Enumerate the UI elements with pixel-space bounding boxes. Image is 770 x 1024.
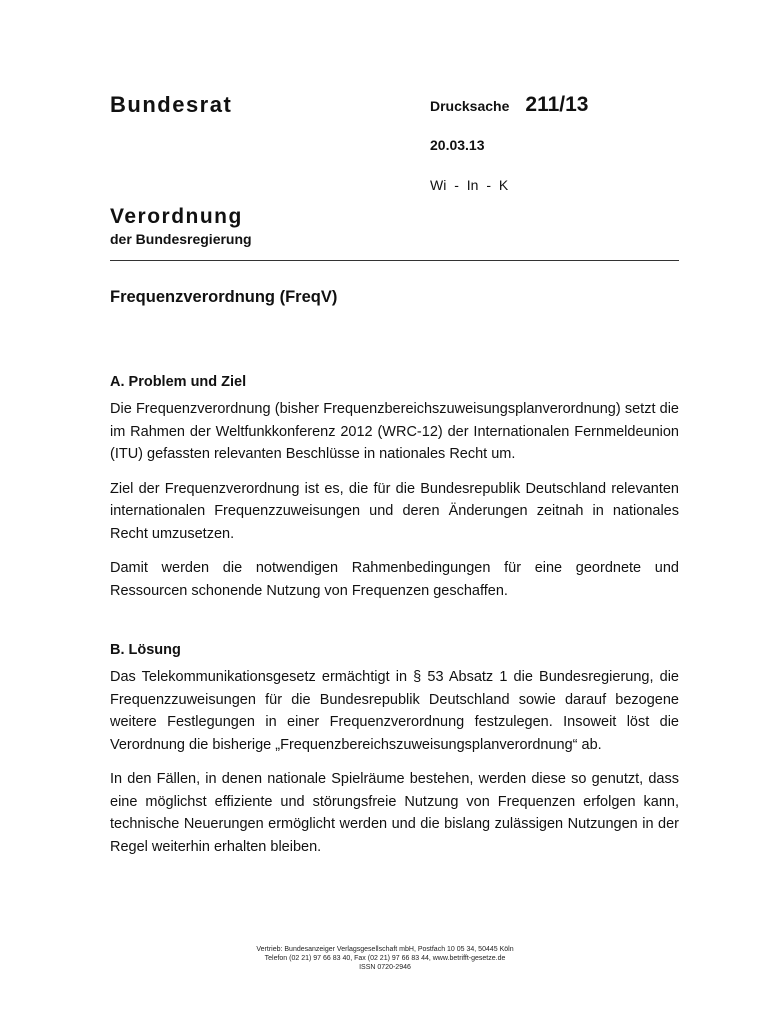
- paragraph: In den Fällen, in denen nationale Spielräume bestehen, werden diese so genutzt, dass eine möglichst effiziente und störungsfreie Nutzung von Frequenzen erfolgen kann, technische Neuerungen ermöglicht werden und die bislang zulässigen Nutzungen in der Regel weiterhin erhalten bleiben.: [110, 771, 679, 855]
- drucksache-row: [430, 92, 680, 119]
- document-type: Verordnung: [110, 205, 243, 228]
- paragraph: Ziel der Frequenzverordnung ist es, die für die Bundesrepublik Deutschland relevanten internationalen Frequenzzuweisungen und deren Änderungen zeitnah in nationales Recht umzusetzen.: [110, 480, 679, 542]
- footer-line: Telefon (02 21) 97 66 83 40, Fax (02 21) 97 66 83 44, www.betrifft-gesetze.de: [264, 955, 506, 962]
- document-title: Frequenzverordnung (FreqV): [110, 288, 338, 306]
- organization-name: Bundesrat: [110, 92, 233, 117]
- paragraph: Damit werden die notwendigen Rahmenbedingungen für eine geordnete und Ressourcen schonende Nutzung von Frequenzen geschaffen.: [110, 560, 679, 599]
- section-spacer: [110, 614, 679, 640]
- drucksache-label: Drucksache: [430, 98, 510, 114]
- section-heading: A. Problem und Ziel: [110, 374, 247, 390]
- document-issuer: der Bundesregierung: [110, 231, 252, 247]
- drucksache-number: 211/13: [525, 93, 589, 116]
- paragraph: Die Frequenzverordnung (bisher Frequenzbereichszuweisungsplanverordnung) setzt die im Rahmen der Weltfunkkonferenz 2012 (WRC-12) der Internationalen Fernmeldeunion (ITU) gefassten relevanten Beschlüsse in nationales Recht um.: [110, 401, 679, 462]
- section-loesung: [110, 640, 679, 858]
- document-date: 20.03.13: [430, 137, 485, 153]
- header-divider: [110, 260, 679, 261]
- footer-line: Vertrieb: Bundesanzeiger Verlagsgesellschaft mbH, Postfach 10 05 34, 50445 Köln: [256, 946, 514, 953]
- committee-list: Wi - In - K: [430, 177, 509, 193]
- paragraph: Das Telekommunikationsgesetz ermächtigt in § 53 Absatz 1 die Bundesregierung, die Frequenzzuweisungen für die Bundesrepublik Deutschland sowie darauf bezogene weitere Festlegungen in einer Frequenzverordnung festzulegen. Insoweit löst die Verordnung die bisherige „Frequenzbereichszuweisungsplanverordnung“ ab.: [110, 669, 679, 753]
- document-type-block: [110, 204, 252, 248]
- section-problem-und-ziel: [110, 372, 679, 602]
- document-body: [110, 372, 679, 870]
- header-left: [110, 92, 232, 118]
- header-right: [430, 92, 680, 194]
- publisher-footer: [0, 945, 770, 972]
- section-heading: B. Lösung: [110, 642, 181, 658]
- footer-line: ISSN 0720-2946: [359, 964, 411, 971]
